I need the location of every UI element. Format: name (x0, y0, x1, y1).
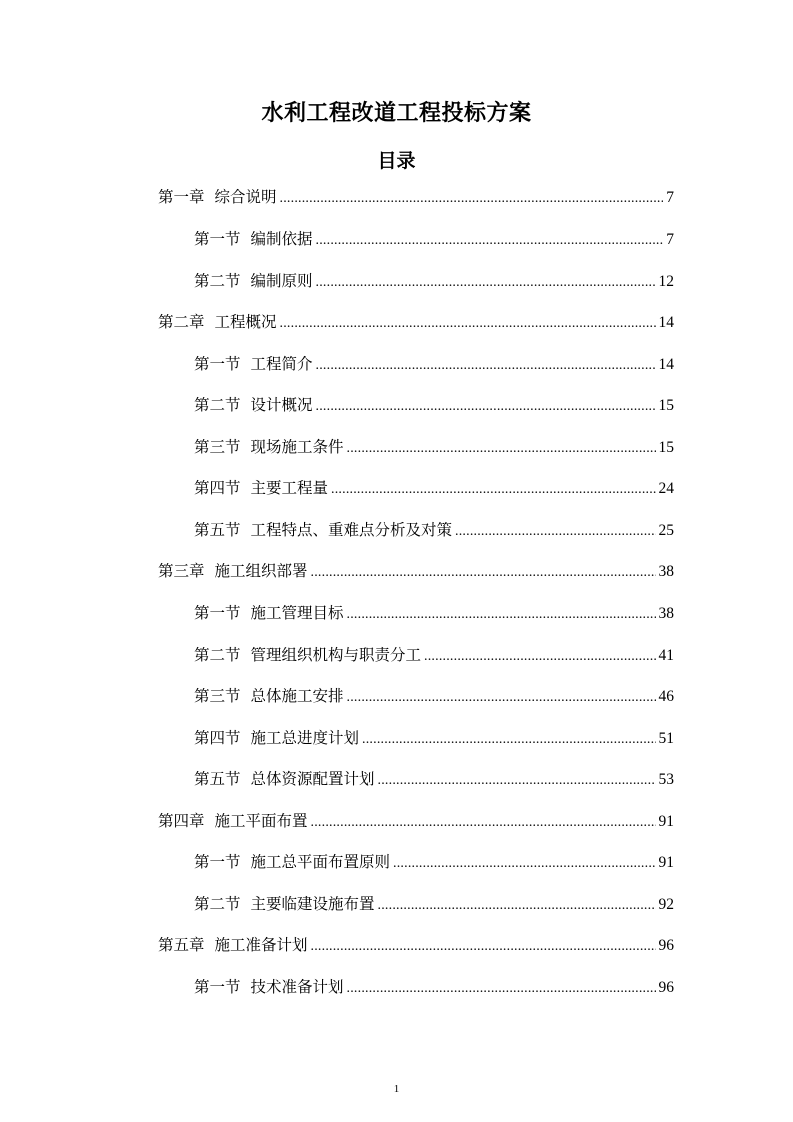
toc-entry-title: 编制原则 (250, 272, 313, 290)
toc-leader (316, 228, 664, 254)
toc-entry-label: 第四章 (158, 812, 205, 830)
toc-entry[interactable] (194, 517, 674, 543)
toc-entry-title: 施工总平面布置原则 (250, 853, 391, 871)
toc-entry[interactable] (158, 184, 674, 210)
toc-leader (347, 976, 656, 1002)
toc-entry-page: 51 (658, 730, 674, 747)
toc-leader (347, 602, 656, 628)
toc-entry[interactable] (194, 351, 674, 377)
toc-entry-title: 工程概况 (214, 313, 277, 331)
toc-entry[interactable] (194, 891, 674, 917)
toc-entry-label: 第四节 (194, 479, 241, 497)
toc-entry[interactable] (194, 974, 674, 1000)
toc-entry-page: 38 (658, 563, 674, 580)
toc-entry[interactable] (194, 226, 674, 252)
toc-entry-title: 技术准备计划 (250, 978, 344, 996)
toc-entry-label: 第一节 (194, 604, 241, 622)
toc-entry-page: 53 (658, 771, 674, 788)
toc-entry-page: 96 (658, 979, 674, 996)
toc-entry-title: 施工管理目标 (250, 604, 344, 622)
toc-leader (316, 353, 656, 379)
toc-entry-page: 91 (658, 813, 674, 830)
toc-entry[interactable] (194, 683, 674, 709)
toc-entry-page: 7 (666, 189, 674, 206)
toc-leader (280, 186, 664, 212)
toc-entry[interactable] (158, 932, 674, 958)
toc-entry-title: 管理组织机构与职责分工 (250, 646, 422, 664)
toc-entry-label: 第三节 (194, 438, 241, 456)
toc-entry[interactable] (158, 808, 674, 834)
toc-entry-page: 91 (658, 854, 674, 871)
toc-entry[interactable] (194, 849, 674, 875)
toc-entry-title: 设计概况 (250, 396, 313, 414)
toc-entry-page: 7 (666, 231, 674, 248)
toc-entry-page: 25 (658, 522, 674, 539)
toc-leader (316, 270, 656, 296)
document-title: 水利工程改道工程投标方案 (261, 101, 532, 126)
toc-entry-label: 第二节 (194, 272, 241, 290)
toc-entry[interactable] (194, 642, 674, 668)
toc-entry-page: 96 (658, 937, 674, 954)
toc-leader (455, 519, 655, 545)
toc-entry-label: 第五节 (194, 521, 241, 539)
toc-heading: 目录 (377, 150, 416, 172)
toc-entry-title: 主要临建设施布置 (250, 895, 375, 913)
toc-entry-label: 第四节 (194, 729, 241, 747)
toc-entry-label: 第二节 (194, 895, 241, 913)
toc-entry[interactable] (194, 392, 674, 418)
toc-entry-label: 第一节 (194, 978, 241, 996)
toc-entry[interactable] (194, 725, 674, 751)
toc-leader (331, 477, 655, 503)
toc-entry-page: 38 (658, 605, 674, 622)
toc-entry[interactable] (194, 475, 674, 501)
toc-entry-label: 第三章 (158, 562, 205, 580)
toc-entry[interactable] (194, 268, 674, 294)
toc-entry-page: 14 (658, 356, 674, 373)
toc-entry-title: 主要工程量 (250, 479, 329, 497)
toc-entry-page: 15 (658, 397, 674, 414)
toc-entry-title: 工程特点、重难点分析及对策 (250, 521, 453, 539)
toc-entry-label: 第二节 (194, 396, 241, 414)
toc-leader (311, 810, 656, 836)
toc-entry-title: 施工组织部署 (214, 562, 308, 580)
toc-entry[interactable] (194, 600, 674, 626)
toc-entry-page: 15 (658, 439, 674, 456)
toc-entry-label: 第一节 (194, 355, 241, 373)
toc-leader (316, 394, 656, 420)
toc-entry-page: 92 (658, 896, 674, 913)
toc-entry-title: 施工平面布置 (214, 812, 308, 830)
toc-entry-title: 总体施工安排 (250, 687, 344, 705)
toc-entry-title: 编制依据 (250, 230, 313, 248)
toc-entry-label: 第二节 (194, 646, 241, 664)
toc-entry-title: 施工准备计划 (214, 936, 308, 954)
toc-leader (362, 727, 655, 753)
toc-entry-label: 第二章 (158, 313, 205, 331)
toc-leader (424, 644, 655, 670)
toc-entry-title: 现场施工条件 (250, 438, 344, 456)
toc-leader (393, 851, 655, 877)
toc-entry-page: 12 (658, 273, 674, 290)
toc-entry-title: 综合说明 (214, 188, 277, 206)
toc-entry[interactable] (194, 766, 674, 792)
toc-leader (347, 436, 656, 462)
toc-entry-title: 总体资源配置计划 (250, 770, 375, 788)
toc-entry-page: 41 (658, 647, 674, 664)
toc-leader (311, 934, 656, 960)
toc-entry[interactable] (194, 434, 674, 460)
toc-entry-label: 第一章 (158, 188, 205, 206)
toc-entry-label: 第一节 (194, 853, 241, 871)
toc-entry[interactable] (158, 309, 674, 335)
toc-entry-label: 第五节 (194, 770, 241, 788)
toc-entry-page: 14 (658, 314, 674, 331)
toc-entry-label: 第三节 (194, 687, 241, 705)
toc-entry-title: 施工总进度计划 (250, 729, 360, 747)
page-number: 1 (393, 1083, 400, 1095)
toc-entry-page: 24 (658, 480, 674, 497)
toc-entry-label: 第一节 (194, 230, 241, 248)
toc-leader (347, 685, 656, 711)
toc-leader (378, 893, 656, 919)
toc-entry-title: 工程简介 (250, 355, 313, 373)
toc-entry[interactable] (158, 558, 674, 584)
toc-entry-label: 第五章 (158, 936, 205, 954)
toc-leader (311, 560, 656, 586)
toc-entry-page: 46 (658, 688, 674, 705)
toc-leader (280, 311, 656, 337)
toc-leader (378, 768, 656, 794)
